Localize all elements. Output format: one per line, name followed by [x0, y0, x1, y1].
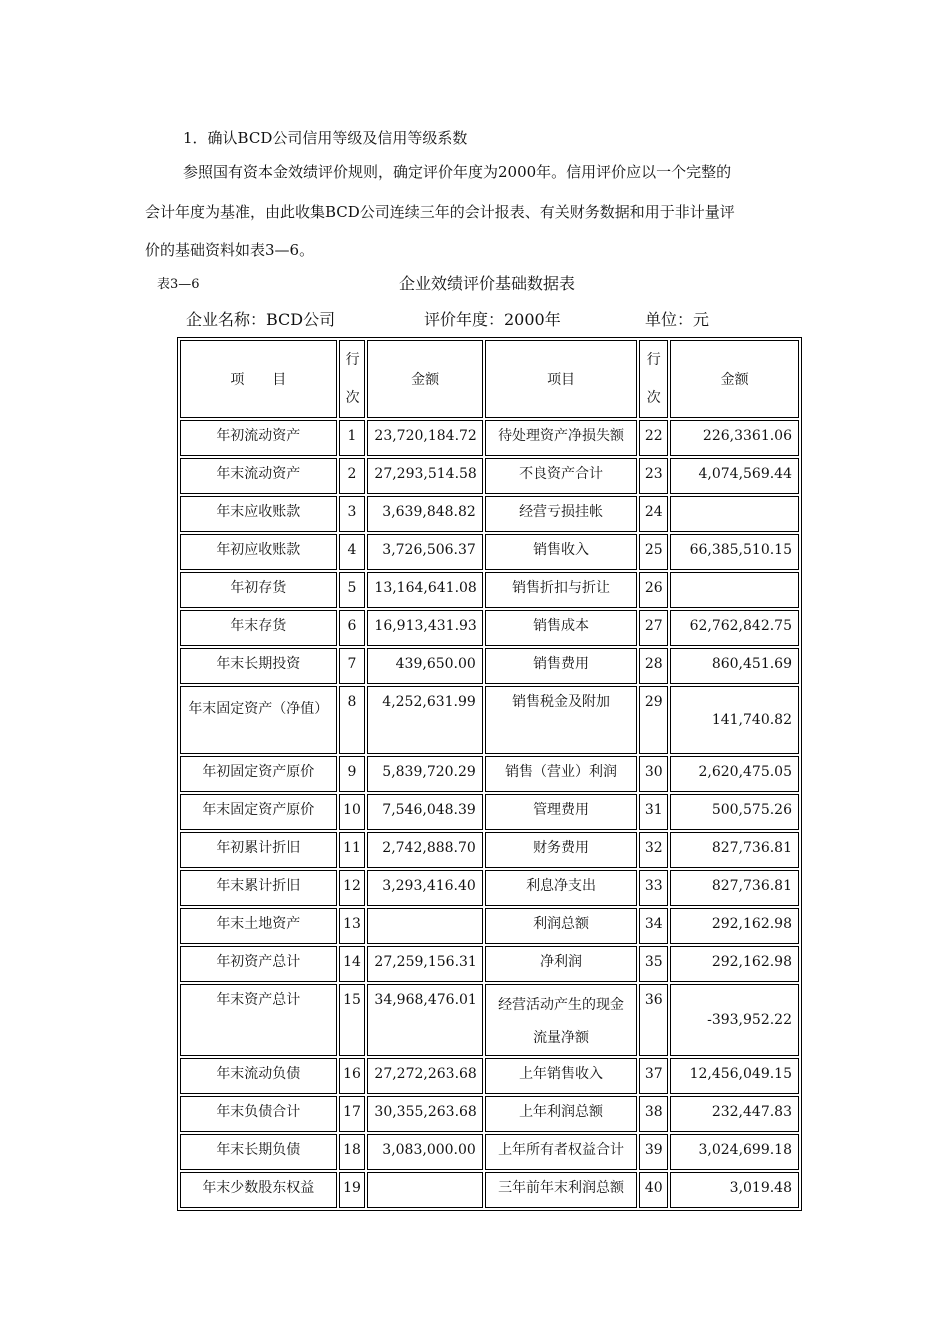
cell-row-no-left: 2	[339, 458, 366, 494]
table-row	[180, 984, 799, 1056]
cell-row-no-left: 19	[339, 1172, 366, 1208]
cell-item-left: 年末固定资产（净值）	[180, 686, 337, 754]
cell-item-right: 上年所有者权益合计	[485, 1134, 638, 1170]
table-title: 企业效绩评价基础数据表	[399, 274, 576, 293]
cell-item-right: 经营活动产生的现金流量净额	[485, 984, 638, 1056]
cell-row-no-right: 37	[639, 1058, 668, 1094]
cell-item-left: 年末固定资产原价	[180, 794, 337, 830]
cell-row-no-left: 7	[339, 648, 366, 684]
table-row	[180, 572, 799, 608]
cell-row-no-right: 23	[639, 458, 668, 494]
table-header-row	[180, 340, 799, 418]
evaluation-data-table	[177, 337, 802, 1211]
table-row	[180, 946, 799, 982]
cell-amount-right: 292,162.98	[670, 908, 799, 944]
cell-item-left: 年末流动负债	[180, 1058, 337, 1094]
cell-amount-left: 27,272,263.68	[367, 1058, 482, 1094]
cell-item-right: 管理费用	[485, 794, 638, 830]
table-row	[180, 1172, 799, 1208]
cell-item-left: 年初流动资产	[180, 420, 337, 456]
cell-row-no-left: 12	[339, 870, 366, 906]
intro-paragraph-line-1: 参照国有资本金效绩评价规则，确定评价年度为2000年。信用评价应以一个完整的	[183, 163, 732, 181]
cell-row-no-left: 1	[339, 420, 366, 456]
table-row	[180, 610, 799, 646]
cell-row-no-right: 38	[639, 1096, 668, 1132]
section-heading: 1．确认BCD公司信用等级及信用等级系数	[183, 129, 468, 147]
cell-item-left: 年末土地资产	[180, 908, 337, 944]
cell-row-no-left: 13	[339, 908, 366, 944]
table-row	[180, 1058, 799, 1094]
cell-amount-left: 5,839,720.29	[367, 756, 482, 792]
cell-amount-left: 4,252,631.99	[367, 686, 482, 754]
cell-row-no-left: 9	[339, 756, 366, 792]
table-row	[180, 496, 799, 532]
cell-row-no-right: 27	[639, 610, 668, 646]
cell-item-left: 年末少数股东权益	[180, 1172, 337, 1208]
header-row-no-char-1: 行	[646, 352, 661, 368]
cell-item-right: 经营亏损挂帐	[485, 496, 638, 532]
cell-item-right: 销售税金及附加	[485, 686, 638, 754]
cell-amount-right	[670, 572, 799, 608]
cell-amount-left: 16,913,431.93	[367, 610, 482, 646]
cell-row-no-right: 22	[639, 420, 668, 456]
cell-amount-left	[367, 1172, 482, 1208]
cell-amount-right: 232,447.83	[670, 1096, 799, 1132]
cell-row-no-left: 4	[339, 534, 366, 570]
cell-row-no-right: 28	[639, 648, 668, 684]
cell-row-no-left: 15	[339, 984, 366, 1056]
table-number: 表3—6	[157, 277, 200, 292]
table-row	[180, 534, 799, 570]
cell-row-no-right: 40	[639, 1172, 668, 1208]
header-row-no-char-1: 行	[345, 352, 360, 368]
cell-amount-left: 13,164,641.08	[367, 572, 482, 608]
cell-row-no-right: 24	[639, 496, 668, 532]
cell-row-no-right: 29	[639, 686, 668, 754]
cell-row-no-left: 17	[339, 1096, 366, 1132]
cell-amount-left: 23,720,184.72	[367, 420, 482, 456]
cell-amount-left: 2,742,888.70	[367, 832, 482, 868]
cell-amount-left	[367, 908, 482, 944]
cell-item-right: 不良资产合计	[485, 458, 638, 494]
table-body	[180, 420, 799, 1208]
cell-row-no-right: 32	[639, 832, 668, 868]
table-row	[180, 458, 799, 494]
cell-item-left: 年末存货	[180, 610, 337, 646]
cell-amount-right: 12,456,049.15	[670, 1058, 799, 1094]
cell-row-no-right: 39	[639, 1134, 668, 1170]
cell-row-no-left: 5	[339, 572, 366, 608]
cell-item-right: 待处理资产净损失额	[485, 420, 638, 456]
cell-amount-right: 62,762,842.75	[670, 610, 799, 646]
table-row	[180, 686, 799, 754]
cell-item-left: 年末负债合计	[180, 1096, 337, 1132]
table-row	[180, 1134, 799, 1170]
cell-item-left: 年末长期投资	[180, 648, 337, 684]
cell-amount-right: 827,736.81	[670, 870, 799, 906]
cell-amount-left: 27,293,514.58	[367, 458, 482, 494]
cell-amount-right: 66,385,510.15	[670, 534, 799, 570]
header-row-no-char-2: 次	[345, 390, 360, 406]
header-row-no-right	[639, 340, 668, 418]
cell-item-right: 销售折扣与折让	[485, 572, 638, 608]
cell-amount-right: 3,024,699.18	[670, 1134, 799, 1170]
cell-amount-right: 500,575.26	[670, 794, 799, 830]
cell-amount-left: 439,650.00	[367, 648, 482, 684]
cell-amount-left: 3,726,506.37	[367, 534, 482, 570]
table-row	[180, 832, 799, 868]
cell-item-right: 上年销售收入	[485, 1058, 638, 1094]
cell-amount-left: 3,083,000.00	[367, 1134, 482, 1170]
header-amount-left: 金额	[367, 340, 482, 418]
cell-item-right: 销售收入	[485, 534, 638, 570]
cell-amount-left: 30,355,263.68	[367, 1096, 482, 1132]
cell-amount-right: 226,3361.06	[670, 420, 799, 456]
cell-row-no-left: 3	[339, 496, 366, 532]
table-row	[180, 756, 799, 792]
cell-amount-left: 34,968,476.01	[367, 984, 482, 1056]
intro-paragraph-line-2: 会计年度为基准，由此收集BCD公司连续三年的会计报表、有关财务数据和用于非计量评	[145, 203, 735, 221]
header-item-left: 项 目	[180, 340, 337, 418]
header-item-right: 项目	[485, 340, 638, 418]
cell-item-left: 年初存货	[180, 572, 337, 608]
table-row	[180, 420, 799, 456]
cell-row-no-right: 25	[639, 534, 668, 570]
cell-row-no-right: 36	[639, 984, 668, 1056]
cell-row-no-left: 8	[339, 686, 366, 754]
cell-row-no-right: 34	[639, 908, 668, 944]
table-row	[180, 1096, 799, 1132]
cell-amount-left: 7,546,048.39	[367, 794, 482, 830]
header-amount-right: 金额	[670, 340, 799, 418]
cell-item-left: 年初资产总计	[180, 946, 337, 982]
cell-row-no-left: 6	[339, 610, 366, 646]
cell-amount-right: 2,620,475.05	[670, 756, 799, 792]
intro-paragraph-line-3: 价的基础资料如表3—6。	[145, 241, 315, 259]
cell-item-right: 销售（营业）利润	[485, 756, 638, 792]
table-row	[180, 648, 799, 684]
cell-row-no-left: 16	[339, 1058, 366, 1094]
cell-amount-left: 3,293,416.40	[367, 870, 482, 906]
cell-item-left: 年末流动资产	[180, 458, 337, 494]
cell-amount-right: 4,074,569.44	[670, 458, 799, 494]
cell-row-no-right: 26	[639, 572, 668, 608]
header-row-no-char-2: 次	[646, 390, 661, 406]
evaluation-year: 评价年度：2000年	[424, 310, 561, 329]
cell-item-right: 三年前年末利润总额	[485, 1172, 638, 1208]
cell-row-no-right: 30	[639, 756, 668, 792]
cell-row-no-right: 31	[639, 794, 668, 830]
cell-item-left: 年初应收账款	[180, 534, 337, 570]
table-row	[180, 794, 799, 830]
cell-row-no-left: 14	[339, 946, 366, 982]
cell-item-left: 年末资产总计	[180, 984, 337, 1056]
cell-amount-left: 3,639,848.82	[367, 496, 482, 532]
table-row	[180, 870, 799, 906]
cell-row-no-right: 35	[639, 946, 668, 982]
table-row	[180, 908, 799, 944]
header-row-no-left	[339, 340, 366, 418]
cell-amount-right: 141,740.82	[670, 686, 799, 754]
cell-item-right: 利润总额	[485, 908, 638, 944]
cell-item-right: 上年利润总额	[485, 1096, 638, 1132]
cell-item-left: 年初累计折旧	[180, 832, 337, 868]
cell-item-right: 销售费用	[485, 648, 638, 684]
cell-item-left: 年初固定资产原价	[180, 756, 337, 792]
cell-amount-right: 827,736.81	[670, 832, 799, 868]
cell-item-right: 利息净支出	[485, 870, 638, 906]
cell-item-right: 净利润	[485, 946, 638, 982]
cell-amount-right	[670, 496, 799, 532]
cell-item-left: 年末应收账款	[180, 496, 337, 532]
cell-row-no-left: 11	[339, 832, 366, 868]
cell-row-no-left: 10	[339, 794, 366, 830]
cell-amount-right: -393,952.22	[670, 984, 799, 1056]
cell-amount-right: 292,162.98	[670, 946, 799, 982]
cell-item-right: 销售成本	[485, 610, 638, 646]
company-name: 企业名称：BCD公司	[186, 310, 336, 329]
cell-amount-left: 27,259,156.31	[367, 946, 482, 982]
cell-row-no-right: 33	[639, 870, 668, 906]
cell-amount-right: 3,019.48	[670, 1172, 799, 1208]
cell-item-right: 财务费用	[485, 832, 638, 868]
cell-item-left: 年末长期负债	[180, 1134, 337, 1170]
unit-label: 单位：元	[645, 310, 710, 329]
cell-row-no-left: 18	[339, 1134, 366, 1170]
cell-item-left: 年末累计折旧	[180, 870, 337, 906]
cell-amount-right: 860,451.69	[670, 648, 799, 684]
